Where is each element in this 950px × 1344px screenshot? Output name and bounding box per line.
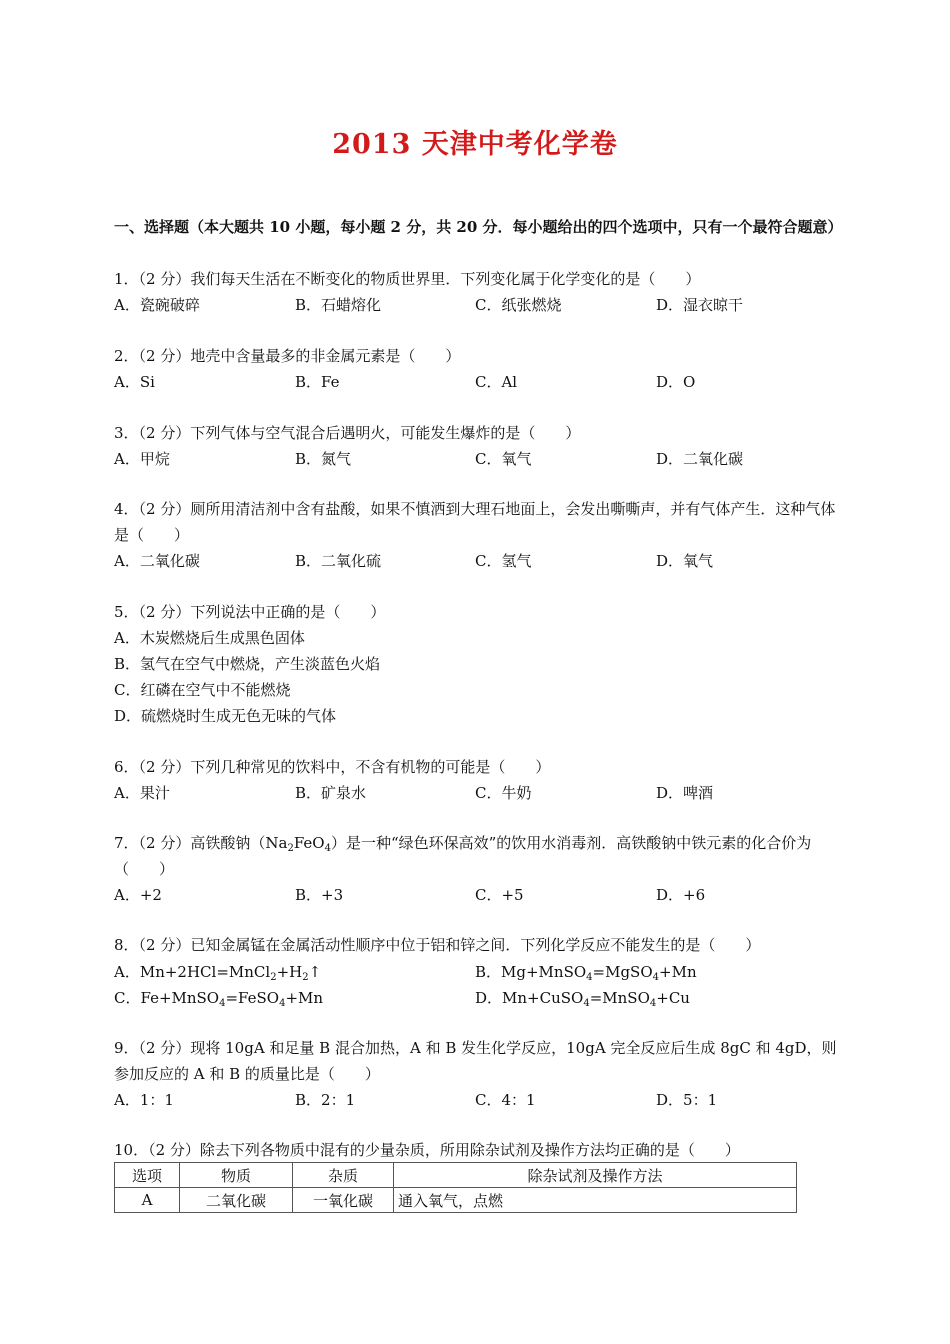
question-4-option-b: B．二氧化硫	[295, 552, 382, 570]
question-4-stem: 4．（2 分）厕所用清洁剂中含有盐酸，如果不慎洒到大理石地面上，会发出嘶嘶声，并有气体产生．这种气体是（ ）	[114, 500, 836, 544]
question-5-option-d: D．硫燃烧时生成无色无味的气体	[114, 707, 337, 725]
question-8-option-d: D．Mn+CuSO$_4$=MnSO$_4$+Cu	[475, 989, 690, 1009]
question-1-stem: 1．（2 分）我们每天生活在不断变化的物质世界里．下列变化属于化学变化的是（ ）	[114, 270, 701, 288]
question-1-option-b: B．石蜡熔化	[295, 296, 382, 314]
question-6-option-a: A．果汁	[114, 784, 170, 802]
question-4-option-a: A．二氧化碳	[114, 552, 200, 570]
question-1-option-d: D．湿衣晾干	[656, 296, 744, 314]
question-9-option-c: C．4：1	[475, 1091, 536, 1109]
section-heading: 一、选择题（本大题共 10 小题，每小题 2 分，共 20 分．每小题给出的四个选项中，只有一个最符合题意）	[114, 218, 843, 236]
table-header-row	[115, 1163, 797, 1188]
question-2-option-c: C．Al	[475, 373, 518, 391]
question-3-option-b: B．氮气	[295, 450, 352, 468]
question-3-option-d: D．二氧化碳	[656, 450, 744, 468]
table-cell: 二氧化碳	[180, 1188, 293, 1213]
question-7-option-d: D．+6	[656, 886, 706, 904]
question-10-table	[114, 1162, 797, 1213]
question-9-option-d: D．5：1	[656, 1091, 718, 1109]
question-3-option-c: C．氧气	[475, 450, 532, 468]
question-8-option-c: C．Fe+MnSO$_4$=FeSO$_4$+Mn	[114, 989, 324, 1009]
question-4-option-c: C．氢气	[475, 552, 532, 570]
question-8-option-b: B．Mg+MnSO$_4$=MgSO$_4$+Mn	[475, 963, 697, 983]
table-header-cell: 杂质	[293, 1163, 394, 1188]
question-2-option-d: D．O	[656, 373, 696, 391]
table-header-cell: 除杂试剂及操作方法	[394, 1163, 797, 1188]
question-8-stem: 8．（2 分）已知金属锰在金属活动性顺序中位于铝和锌之间．下列化学反应不能发生的是（ ）	[114, 936, 761, 954]
question-5-option-c: C．红磷在空气中不能燃烧	[114, 681, 291, 699]
table-row	[115, 1188, 797, 1213]
question-5-option-a: A．木炭燃烧后生成黑色固体	[114, 629, 305, 647]
question-7-stem: 7．（2 分）高铁酸钠$(Na_2FeO_4)$是一种“绿色环保高效”的饮用水消毒剂．高铁酸钠中铁元素的化合价为（ ）	[114, 834, 812, 878]
question-10-stem: 10．（2 分）除去下列各物质中混有的少量杂质，所用除杂试剂及操作方法均正确的是（ ）	[114, 1141, 740, 1159]
question-5-option-b: B．氢气在空气中燃烧，产生淡蓝色火焰	[114, 655, 381, 673]
question-7-option-b: B．+3	[295, 886, 344, 904]
question-3-option-a: A．甲烷	[114, 450, 170, 468]
question-2-stem: 2．（2 分）地壳中含量最多的非金属元素是（ ）	[114, 347, 461, 365]
question-4-option-d: D．氧气	[656, 552, 714, 570]
question-2-option-a: A．Si	[114, 373, 155, 391]
table-header-cell: 物质	[180, 1163, 293, 1188]
question-6-option-d: D．啤酒	[656, 784, 714, 802]
question-7-option-c: C．+5	[475, 886, 524, 904]
question-3-stem: 3．（2 分）下列气体与空气混合后遇明火，可能发生爆炸的是（ ）	[114, 424, 581, 442]
table-header-cell: 选项	[115, 1163, 180, 1188]
question-2-option-b: B．Fe	[295, 373, 340, 391]
question-7-option-a: A．+2	[114, 886, 162, 904]
question-9-stem: 9．（2 分）现将 10gA 和足量 B 混合加热，A 和 B 发生化学反应，10gA 完全反应后生成 8gC 和 4gD，则参加反应的 A 和 B 的质量比是（ ）	[114, 1039, 837, 1083]
question-6-option-c: C．牛奶	[475, 784, 532, 802]
question-9-option-b: B．2：1	[295, 1091, 356, 1109]
table-cell: 通入氧气，点燃	[394, 1188, 797, 1213]
question-5-stem: 5．（2 分）下列说法中正确的是（ ）	[114, 603, 386, 621]
question-1-option-c: C．纸张燃烧	[475, 296, 562, 314]
question-6-option-b: B．矿泉水	[295, 784, 367, 802]
table-cell: 一氧化碳	[293, 1188, 394, 1213]
question-6-stem: 6．（2 分）下列几种常见的饮料中，不含有机物的可能是（ ）	[114, 758, 551, 776]
table-cell: A	[115, 1188, 180, 1213]
question-8-option-a: A．$Mn+2HCl=MnCl_2+H_2↑$	[114, 963, 322, 983]
question-1-option-a: A．瓷碗破碎	[114, 296, 200, 314]
document-title: 2013 天津中考化学卷	[332, 129, 618, 160]
question-9-option-a: A．1：1	[114, 1091, 174, 1109]
